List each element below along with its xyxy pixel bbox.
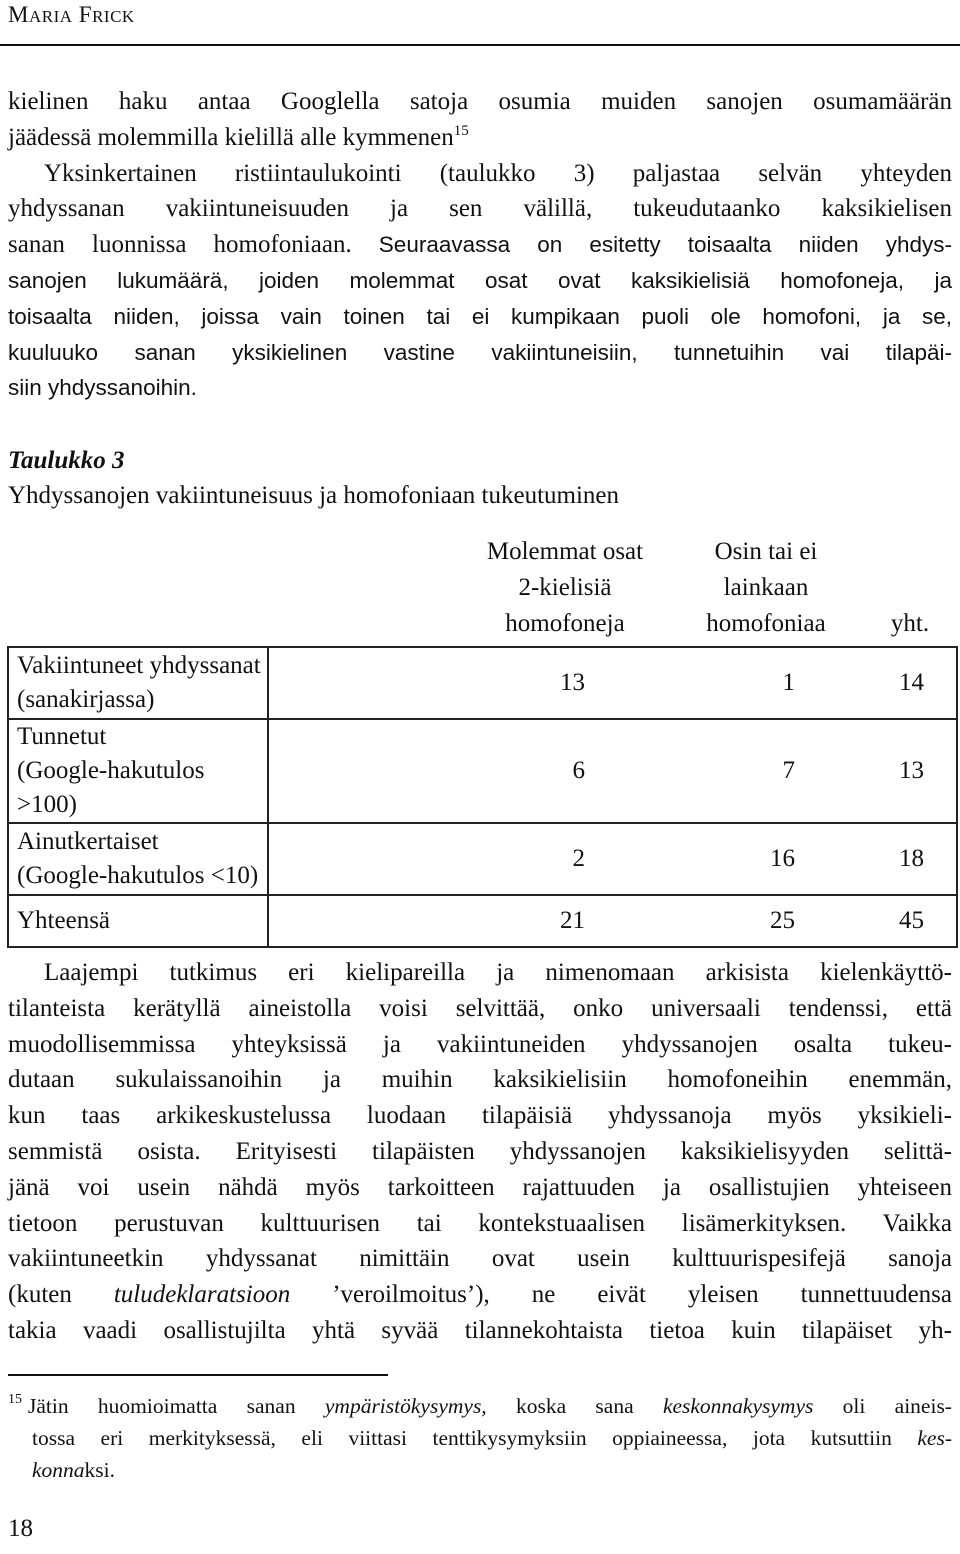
- column-header-partial-homophones: [684, 534, 848, 642]
- text-line: tietoon perustuvan kulttuurisen tai kontekstuaalisen lisämerkityksen. Vaikka: [8, 1209, 952, 1237]
- text-line: toisaalta niiden, joissa vain toinen tai ei kumpikaan puoli ole homofoni, ja se,: [8, 303, 952, 329]
- table-caption: Yhdyssanojen vakiintuneisuus ja homofoniaan tukeutuminen: [8, 482, 620, 509]
- footnote-italic: keskonnakysymys: [662, 1394, 814, 1418]
- row-label-line: (sanakirjassa): [17, 686, 155, 713]
- footnote-text: tossa eri merkityksessä, eli viittasi tenttikysymyksiin oppiaineessa, jota kutsuttiin: [32, 1426, 918, 1450]
- text-line-content: semmistä osista.: [8, 1137, 201, 1165]
- footnote-italic: konna: [32, 1458, 85, 1482]
- row-label: [8, 895, 268, 947]
- row-label-line: (Google-hakutulos <10): [17, 862, 259, 889]
- footnote: [8, 1390, 952, 1486]
- text-line: vakiintuneetkin yhdyssanat nimittäin ovat usein kulttuurispesifejä sanoja: [8, 1245, 952, 1273]
- text-line: sanojen lukumäärä, joiden molemmat osat ovat kaksikielisiä homofoneja, ja: [8, 267, 952, 293]
- footnote-text: ksi.: [84, 1458, 116, 1482]
- italic-term: tuludeklaratsioon: [113, 1281, 291, 1309]
- page-number: 18: [8, 1515, 33, 1542]
- paragraph-2: [8, 955, 952, 1349]
- text-line-content: sanan luonnissa homofoniaan.: [8, 231, 352, 259]
- column-header-both-homophones: [462, 534, 668, 642]
- row-label: [8, 823, 268, 895]
- data-table: [7, 646, 958, 948]
- table-row: [8, 647, 957, 719]
- text-line: kielinen haku antaa Googlella satoja osumia muiden sanojen osumamäärän: [8, 88, 952, 115]
- table-number: Taulukko 3: [8, 447, 125, 474]
- header-rule: [0, 44, 960, 46]
- row-label-line: Tunnetut: [17, 723, 107, 750]
- column-header-line: yht.: [890, 610, 930, 637]
- text-line: kuuluuko sanan yksikielinen vastine vakiintuneisiin, tunnetuihin vai tilapäi-: [8, 339, 952, 365]
- text-line-content: Erityisesti tilapäisten yhdyssanojen kaksikielisyyden selittä-: [235, 1137, 952, 1165]
- row-label-line: Yhteensä: [17, 907, 111, 934]
- footnote-text: Jätin huomioimatta sanan: [28, 1394, 325, 1418]
- running-head-smallcaps-rick: RICK: [92, 7, 135, 26]
- table-cell: 13: [268, 647, 657, 719]
- footnote-italic: kes-: [917, 1426, 952, 1450]
- row-label: [8, 719, 268, 823]
- footnote-rule: [8, 1374, 388, 1376]
- table-cell: 13: [795, 719, 957, 823]
- footnote-line: [8, 1422, 952, 1454]
- text-line: yhdyssanan vakiintuneisuuden ja sen välillä, tukeudutaanko kaksikielisen: [8, 195, 952, 223]
- footnote-ref[interactable]: 15: [453, 122, 469, 139]
- text-line: Laajempi tutkimus eri kielipareilla ja nimenomaan arkisista kielenkäyttö-: [44, 959, 952, 986]
- table-cell: 18: [795, 823, 957, 895]
- footnote-italic: ympäristökysymys,: [324, 1394, 487, 1418]
- text-line: Yksinkertainen ristiintaulukointi (taulukko 3) paljastaa selvän yhteyden: [44, 159, 952, 187]
- table-cell: 45: [795, 895, 957, 947]
- table-cell: 16: [657, 823, 795, 895]
- row-label: [8, 647, 268, 719]
- text-line: muodollisemmissa yhteyksissä ja vakiintuneiden yhdyssanojen osalta tukeu-: [8, 1030, 952, 1058]
- table-cell: 2: [268, 823, 657, 895]
- column-header-line: homofoniaa: [706, 610, 826, 637]
- footnote-line: [8, 1390, 952, 1422]
- table-cell: 7: [657, 719, 795, 823]
- text-line: tilanteista kerätyllä aineistolla voisi selvittää, onko universaali tendenssi, että: [8, 994, 952, 1022]
- sans-text: Seuraavassa on esitetty toisaalta niiden yhdys-: [378, 232, 952, 258]
- text-line: takia vaadi osallistujilta yhtä syvää tilannekohtaista tietoa kuin tilapäiset yh-: [8, 1316, 952, 1344]
- row-label-line: Vakiintuneet yhdyssanat: [17, 652, 261, 679]
- text-line: [8, 1134, 952, 1170]
- footnote-mark: 15: [8, 1392, 22, 1407]
- column-header-line: 2-kielisiä: [518, 574, 612, 601]
- table-cell: 6: [268, 719, 657, 823]
- column-header-line: Osin tai ei: [714, 538, 818, 565]
- text-line: dutaan sukulaissanoihin ja muihin kaksikielisiin homofoneihin enemmän,: [8, 1066, 952, 1094]
- text-line-content: jäädessä molemmilla kielillä alle kymmenen: [8, 123, 454, 151]
- table-row: [8, 823, 957, 895]
- text-line: jänä voi usein nähdä myös tarkoitteen rajattuuden ja osallistujien yhteiseen: [8, 1173, 952, 1201]
- footnote-text: koska sana: [486, 1394, 663, 1418]
- footnote-line: [8, 1454, 952, 1486]
- running-head: [8, 2, 135, 28]
- running-head-initial-m: M: [8, 2, 29, 27]
- text-line-content: ’veroilmoitus’), ne eivät yleisen tunnettuudensa: [290, 1281, 953, 1309]
- column-header-line: lainkaan: [723, 574, 809, 601]
- column-header-line: homofoneja: [505, 610, 625, 637]
- table-cell: 14: [795, 647, 957, 719]
- column-header-line: Molemmat osat: [486, 538, 644, 565]
- text-line: siin yhdyssanoihin.: [8, 375, 197, 401]
- row-label-line: Ainutkertaiset: [17, 828, 159, 855]
- text-line-content: (kuten: [8, 1281, 114, 1309]
- text-line: [8, 1277, 952, 1313]
- text-line: [8, 120, 952, 156]
- table-row-total: [8, 895, 957, 947]
- table-cell: 1: [657, 647, 795, 719]
- table-cell: 21: [268, 895, 657, 947]
- row-label-line: (Google-hakutulos >100): [17, 757, 205, 818]
- text-line: [8, 227, 952, 263]
- footnote-text: oli ainеis-: [813, 1394, 952, 1418]
- table-row: [8, 719, 957, 823]
- column-header-total: [880, 606, 940, 642]
- running-head-initial-f: F: [78, 2, 93, 27]
- paragraph-1: [8, 84, 952, 406]
- running-head-smallcaps-aria: ARIA: [28, 7, 73, 26]
- text-line: kun taas arkikeskustelussa luodaan tilapäisiä yhdyssanoja myös yksikieli-: [8, 1102, 952, 1130]
- table-cell: 25: [657, 895, 795, 947]
